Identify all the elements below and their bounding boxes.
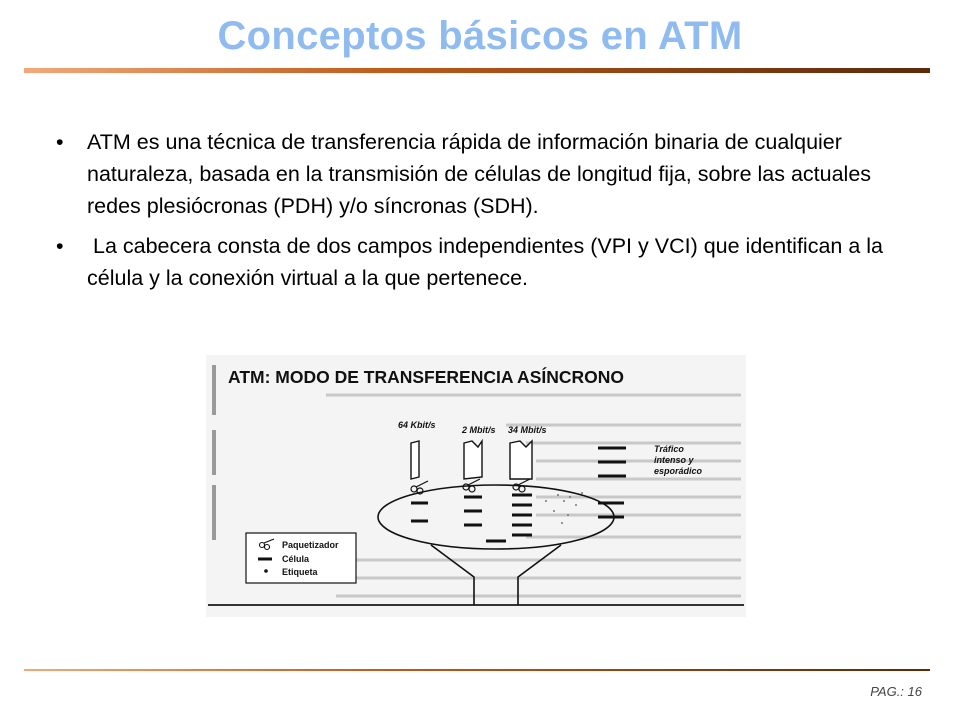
bullet-text: ATM es una técnica de transferencia rápida de información binaria de cualquier naturaleza, basada en la transmisión de células de longitud fija, sobre las actuales redes plesiócronas (PDH) y/o síncronas (SDH). — [87, 130, 872, 218]
bullet-list — [56, 126, 906, 302]
slide-title: Conceptos básicos en ATM — [217, 14, 743, 58]
bullet-symbol: • — [56, 234, 64, 258]
traffic-label: Tráfico — [654, 444, 684, 454]
rate-label: 64 Kbit/s — [398, 420, 436, 430]
legend-label: Paquetizador — [282, 540, 339, 550]
traffic-label: esporádico — [654, 466, 703, 476]
footer-rule — [24, 669, 930, 671]
title-underline — [24, 68, 930, 73]
rate-label: 2 Mbit/s — [462, 425, 496, 435]
legend-label: Etiqueta — [282, 567, 318, 577]
bullet-text: La cabecera consta de dos campos independientes (VPI y VCI) que identifican a la célula y la conexión virtual a la que pertenece. — [87, 234, 889, 290]
figure-heading: ATM: MODO DE TRANSFERENCIA ASÍNCRONO — [228, 367, 625, 387]
bullet-item — [56, 230, 906, 294]
traffic-label: intenso y — [654, 455, 694, 465]
legend-tag-icon — [264, 569, 268, 573]
atm-diagram-image — [206, 355, 746, 617]
rate-label: 34 Mbit/s — [508, 425, 547, 435]
atm-diagram-svg — [206, 355, 746, 617]
page-number: PAG.: 16 — [870, 684, 922, 699]
bullet-item — [56, 126, 906, 222]
bullet-symbol: • — [56, 130, 64, 154]
legend-label: Célula — [282, 554, 310, 564]
